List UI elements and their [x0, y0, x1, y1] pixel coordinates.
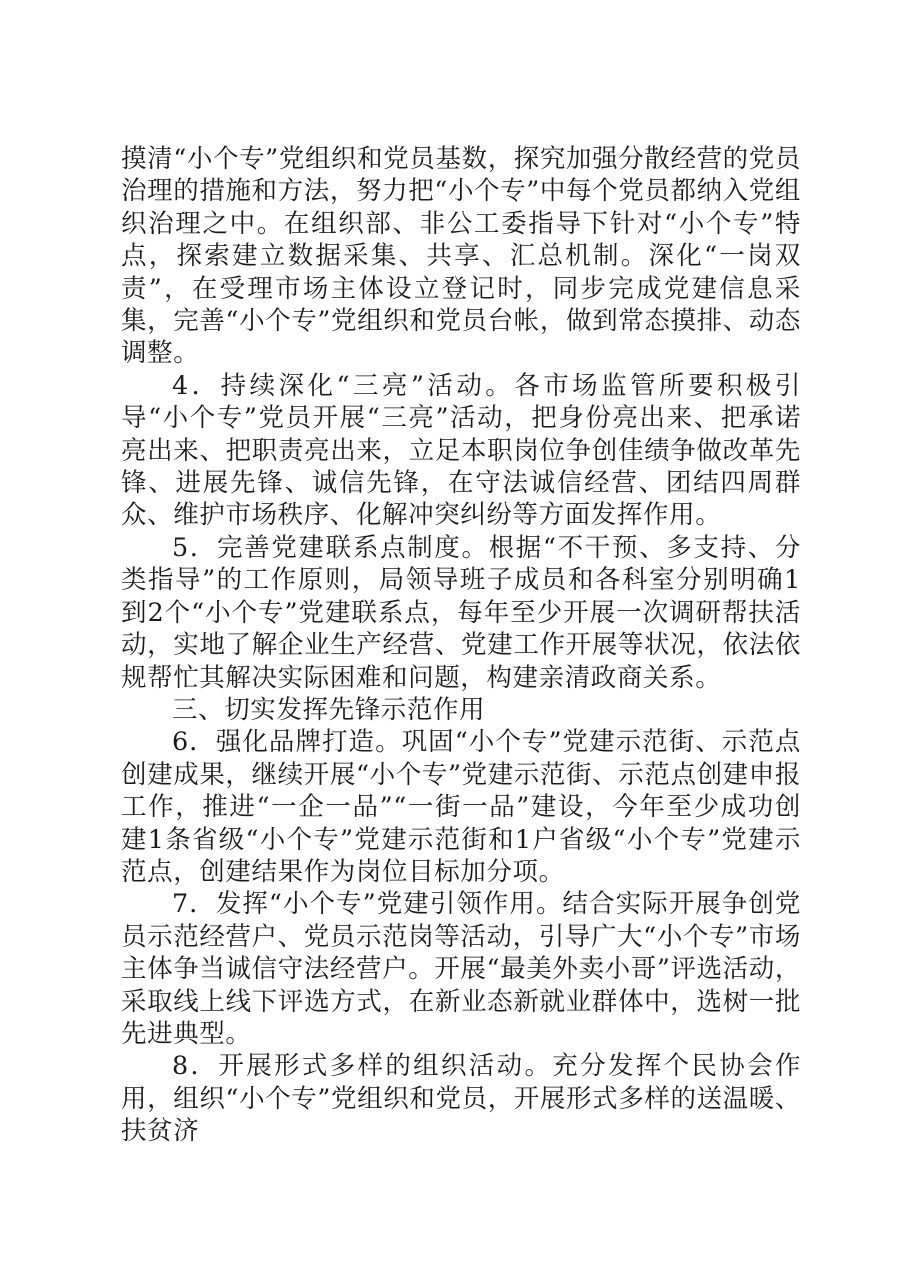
paragraph-item-5: 5．完善党建联系点制度。根据“不干预、多支持、分类指导”的工作原则，局领导班子成员和各科室分别明确1到2个“小个专”党建联系点，每年至少开展一次调研帮扶活动，实地了解企业生产经营、党建工作开展等状况，依法依规帮忙其解决实际困难和问题，构建亲清政商关系。	[121, 532, 801, 693]
paragraph-intro-continuation: 摸清“小个专”党组织和党员基数，探究加强分散经营的党员治理的措施和方法，努力把“小个专”中每个党员都纳入党组织治理之中。在组织部、非公工委指导下针对“小个专”特点，探索建立数据采集、共享、汇总机制。深化“一岗双责”，在受理市场主体设立登记时，同步完成党建信息采集，完善“小个专”党组织和党员台帐，做到常态摸排、动态调整。	[121, 144, 801, 369]
section-heading-3: 三、切实发挥先锋示范作用	[172, 694, 486, 725]
paragraph-item-7: 7．发挥“小个专”党建引领作用。结合实际开展争创党员示范经营户、党员示范岗等活动，引导广大“小个专”市场主体争当诚信守法经营户。开展“最美外卖小哥”评选活动，采取线上线下评选方式，在新业态新就业群体中，选树一批先进典型。	[121, 889, 801, 1049]
paragraph-item-4: 4．持续深化“三亮”活动。各市场监管所要积极引导“小个专”党员开展“三亮”活动，把身份亮出来、把承诺亮出来、把职责亮出来，立足本职岗位争创佳绩争做改革先锋、进展先锋、诚信先锋，在守法诚信经营、团结四周群众、维护市场秩序、化解冲突纠纷等方面发挥作用。	[121, 370, 801, 531]
document-body	[121, 143, 801, 1148]
paragraph-item-8: 8．开展形式多样的组织活动。充分发挥个民协会作用，组织“小个专”党组织和党员，开展形式多样的送温暖、扶贫济	[121, 1051, 801, 1147]
paragraph-item-6: 6．强化品牌打造。巩固“小个专”党建示范街、示范点创建成果，继续开展“小个专”党建示范街、示范点创建申报工作，推进“一企一品”“一街一品”建设，今年至少成功创建1条省级“小个专”党建示范街和1户省级“小个专”党建示范点，创建结果作为岗位目标加分项。	[121, 727, 801, 887]
